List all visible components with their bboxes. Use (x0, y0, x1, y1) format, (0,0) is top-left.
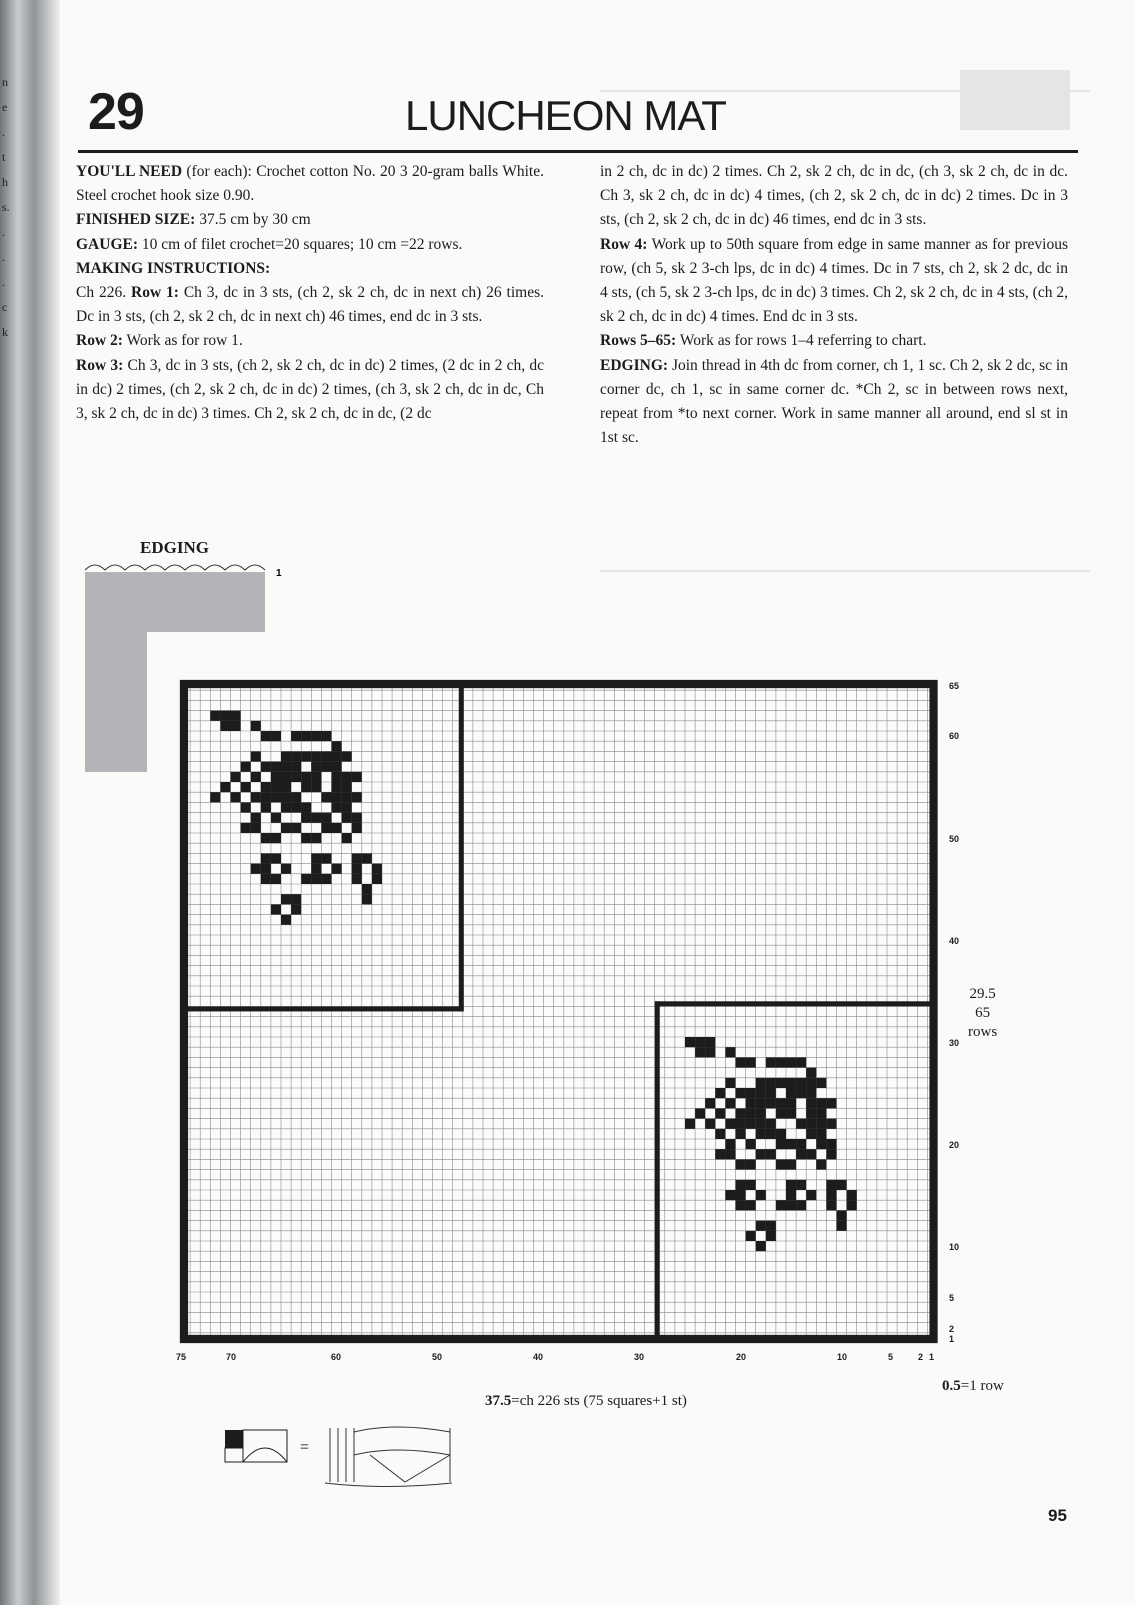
lower-motif-cell (746, 1231, 756, 1241)
lower-motif-cell (725, 1119, 735, 1129)
lower-motif-cell (705, 1098, 715, 1108)
upper-motif-cell (261, 864, 271, 874)
finished-size-paragraph: FINISHED SIZE: 37.5 cm by 30 cm (76, 211, 311, 229)
lower-motif-cell (736, 1108, 746, 1118)
upper-motif-cell (332, 864, 342, 874)
upper-motif-cell (271, 731, 281, 741)
lower-motif-cell (806, 1119, 816, 1129)
upper-motif-cell (291, 792, 301, 802)
lower-motif-cell (736, 1200, 746, 1210)
col-label-60: 60 (331, 1352, 342, 1362)
lower-motif-cell (776, 1108, 786, 1118)
col-label-50: 50 (432, 1352, 443, 1362)
lower-motif-cell (816, 1139, 826, 1149)
upper-motif-cell (342, 782, 352, 792)
lower-motif-cell (786, 1098, 796, 1108)
upper-motif-cell (241, 762, 251, 772)
upper-motif-cell (311, 772, 321, 782)
edging-row-marker: 1 (276, 568, 282, 579)
upper-motif-cell (210, 792, 220, 802)
lower-motif-cell (756, 1149, 766, 1159)
upper-motif-cell (291, 823, 301, 833)
lower-motif-cell (776, 1200, 786, 1210)
lower-motif-cell (715, 1108, 725, 1118)
lower-motif-cell (766, 1149, 776, 1159)
lower-motif-cell (725, 1047, 735, 1057)
lower-motif-cell (695, 1047, 705, 1057)
upper-motif-cell (251, 721, 261, 731)
lower-motif-cell (705, 1119, 715, 1129)
lower-motif-cell (786, 1200, 796, 1210)
upper-motif-cell (281, 782, 291, 792)
chart-grid (170, 670, 990, 1390)
lower-motif-cell (806, 1098, 816, 1108)
lower-motif-cell (725, 1190, 735, 1200)
lower-motif-cell (756, 1088, 766, 1098)
upper-motif-cell (362, 894, 372, 904)
lower-motif-cell (715, 1088, 725, 1098)
row-2-paragraph: Row 2: Work as for row 1. (76, 332, 243, 350)
lower-motif-cell (736, 1159, 746, 1169)
lower-motif-cell (725, 1139, 735, 1149)
lower-motif-cell (786, 1108, 796, 1118)
lower-motif-cell (776, 1159, 786, 1169)
facing-page-edge-letters: n e . t h s. . . . c k (2, 75, 10, 339)
upper-motif-cell (291, 772, 301, 782)
upper-motif-cell (251, 792, 261, 802)
col-label-5: 5 (888, 1352, 894, 1362)
upper-motif-cell (311, 864, 321, 874)
lower-motif-cell (786, 1139, 796, 1149)
upper-motif-cell (332, 772, 342, 782)
lower-motif-cell (826, 1149, 836, 1159)
upper-motif-cell (372, 874, 382, 884)
height-cm: 29.5 (969, 986, 996, 1002)
upper-motif-cell (321, 823, 331, 833)
upper-motif-cell (332, 823, 342, 833)
upper-motif-cell (281, 772, 291, 782)
lower-motif-cell (756, 1098, 766, 1108)
lower-motif-cell (725, 1078, 735, 1088)
upper-motif-cell (281, 823, 291, 833)
edging-diagram-label: EDGING (140, 538, 209, 557)
upper-motif-cell (372, 864, 382, 874)
upper-motif-cell (231, 721, 241, 731)
lower-motif-cell (746, 1119, 756, 1129)
upper-motif-cell (261, 853, 271, 863)
upper-motif-cell (291, 731, 301, 741)
col-label-30: 30 (634, 1352, 645, 1362)
lower-motif-cell (786, 1057, 796, 1067)
lower-motif-cell (816, 1098, 826, 1108)
lower-motif-cell (695, 1037, 705, 1047)
upper-panel-right-edge (459, 680, 464, 1012)
lower-motif-cell (796, 1200, 806, 1210)
upper-motif-cell (321, 751, 331, 761)
upper-motif-cell (311, 874, 321, 884)
upper-motif-cell (271, 904, 281, 914)
upper-motif-cell (352, 792, 362, 802)
lower-motif-cell (826, 1200, 836, 1210)
upper-motif-cell (220, 711, 230, 721)
row-label-20: 20 (949, 1140, 960, 1150)
upper-motif-cell (321, 874, 331, 884)
page-number: 95 (1048, 1506, 1067, 1525)
lower-motif-cell (796, 1180, 806, 1190)
row-label-60: 60 (949, 731, 960, 741)
lower-motif-cell (705, 1037, 715, 1047)
lower-motif-cell (685, 1037, 695, 1047)
lower-motif-cell (837, 1180, 847, 1190)
upper-motif-cell (251, 751, 261, 761)
lower-motif-cell (786, 1159, 796, 1169)
upper-motif-cell (220, 782, 230, 792)
upper-motif-cell (311, 762, 321, 772)
lower-motif-cell (725, 1098, 735, 1108)
lower-motif-cell (715, 1129, 725, 1139)
upper-motif-cell (261, 731, 271, 741)
lower-motif-cell (806, 1108, 816, 1118)
upper-motif-cell (332, 751, 342, 761)
upper-motif-cell (342, 792, 352, 802)
upper-motif-cell (271, 874, 281, 884)
lower-motif-cell (837, 1221, 847, 1231)
stitch-legend (220, 1420, 470, 1490)
lower-motif-cell (806, 1068, 816, 1078)
upper-motif-cell (271, 853, 281, 863)
open-lacet-symbol (243, 1430, 287, 1462)
upper-motif-cell (321, 762, 331, 772)
lower-motif-cell (796, 1088, 806, 1098)
upper-motif-cell (332, 782, 342, 792)
row-label-40: 40 (949, 936, 960, 946)
upper-motif-cell (352, 874, 362, 884)
chart-border-left (180, 680, 188, 1343)
lower-motif-cell (695, 1108, 705, 1118)
lower-motif-cell (786, 1180, 796, 1190)
upper-motif-cell (352, 813, 362, 823)
upper-motif-cell (251, 772, 261, 782)
lower-motif-cell (816, 1078, 826, 1088)
book-spine (0, 0, 60, 1605)
upper-motif-cell (261, 792, 271, 802)
upper-motif-cell (311, 751, 321, 761)
lower-motif-cell (796, 1057, 806, 1067)
upper-motif-cell (220, 721, 230, 731)
lower-motif-cell (736, 1180, 746, 1190)
upper-motif-cell (271, 762, 281, 772)
upper-motif-cell (352, 853, 362, 863)
lower-motif-cell (766, 1221, 776, 1231)
upper-motif-cell (281, 751, 291, 761)
lower-motif-cell (766, 1129, 776, 1139)
rows-5-65-paragraph: Rows 5–65: Work as for rows 1–4 referring to chart. (600, 332, 927, 350)
upper-motif-cell (241, 802, 251, 812)
lower-motif-cell (826, 1098, 836, 1108)
upper-motif-cell (291, 894, 301, 904)
chart-border-bottom (180, 1335, 938, 1343)
upper-motif-cell (332, 802, 342, 812)
lower-motif-cell (715, 1149, 725, 1159)
lower-motif-cell (736, 1088, 746, 1098)
lower-panel-left-edge (655, 1001, 660, 1343)
lower-motif-cell (736, 1119, 746, 1129)
col-label-10: 10 (837, 1352, 848, 1362)
lower-motif-cell (816, 1108, 826, 1118)
upper-motif-cell (231, 792, 241, 802)
upper-motif-cell (271, 813, 281, 823)
lower-motif-cell (796, 1119, 806, 1129)
lower-motif-cell (746, 1180, 756, 1190)
upper-motif-cell (301, 813, 311, 823)
upper-motif-cell (332, 741, 342, 751)
upper-motif-cell (261, 762, 271, 772)
upper-motif-cell (311, 782, 321, 792)
upper-motif-cell (261, 874, 271, 884)
upper-motif-cell (342, 751, 352, 761)
upper-motif-cell (311, 731, 321, 741)
lower-motif-cell (826, 1180, 836, 1190)
lower-motif-cell (796, 1078, 806, 1088)
upper-motif-cell (251, 823, 261, 833)
lower-motif-cell (816, 1159, 826, 1169)
height-rows: 65 (975, 1005, 991, 1021)
col-label-75: 75 (176, 1352, 187, 1362)
upper-motif-cell (231, 772, 241, 782)
upper-motif-cell (352, 772, 362, 782)
lower-motif-cell (796, 1149, 806, 1159)
upper-motif-cell (241, 823, 251, 833)
row-label-65: 65 (949, 681, 960, 691)
lower-motif-cell (826, 1139, 836, 1149)
lower-motif-cell (816, 1119, 826, 1129)
upper-motif-cell (231, 711, 241, 721)
lower-motif-cell (746, 1108, 756, 1118)
lower-motif-cell (746, 1159, 756, 1169)
upper-motif-cell (281, 894, 291, 904)
instructions-left-column (76, 160, 544, 426)
upper-motif-cell (241, 782, 251, 792)
row-4-paragraph: Row 4: Work up to 50th square from edge in same manner as for previous row, (ch 5, sk 2 3-ch lps, dc in dc) 4 times. Dc in 7 sts, ch 2, sk 2 dc, dc in 4 sts, (ch 5, sk 2 3-ch lps, dc in dc) 3 times. Ch 2, sk 2 ch, dc in 4 sts, (ch 2, sk 2 ch, dc in dc) 4 times. End dc in 3 sts. (600, 235, 1068, 326)
row-height-note: 0.5=1 row (942, 1378, 1004, 1394)
upper-motif-cell (311, 813, 321, 823)
lower-motif-cell (756, 1129, 766, 1139)
upper-motif-cell (301, 731, 311, 741)
page-title: LUNCHEON MAT (405, 92, 726, 139)
lower-motif-cell (756, 1119, 766, 1129)
lower-motif-cell (776, 1078, 786, 1088)
row-3-continued-paragraph: in 2 ch, dc in dc) 2 times. Ch 2, sk 2 ch, dc in dc, (ch 3, sk 2 ch, dc in dc. Ch 3, sk 2 ch, dc in dc) 4 times, (ch 2, sk 2 ch, dc in dc) 2 times. Dc in 3 sts, (ch 2, sk 2 ch, dc in dc) 46 times, end dc in 3 sts. (600, 163, 1068, 229)
upper-motif-cell (342, 813, 352, 823)
upper-motif-cell (281, 864, 291, 874)
lower-motif-cell (786, 1190, 796, 1200)
making-instructions-heading: MAKING INSTRUCTIONS: (76, 259, 271, 277)
lower-motif-cell (756, 1221, 766, 1231)
edging-paragraph: EDGING: Join thread in 4th dc from corner, ch 1, 1 sc. Ch 2, sk 2 dc, sc in corner dc, ch 1, sc in same corner dc. *Ch 2, sc in between rows next, repeat from *to next corner. Work in same manner all around, end sl st in 1st sc. (600, 356, 1068, 447)
lower-motif-cell (786, 1078, 796, 1088)
row-label-5: 5 (949, 1293, 955, 1303)
lower-panel-top-edge (655, 1001, 938, 1006)
chart-border-top (180, 680, 938, 688)
row-3-paragraph: Row 3: Ch 3, dc in 3 sts, (ch 2, sk 2 ch, dc in dc) 2 times, (2 dc in 2 ch, dc in dc) 2 times, (ch 2, sk 2 ch, dc in dc) 2 times, (ch 3, sk 2 ch, dc in dc, Ch 3, sk 2 ch, dc in dc) 3 times. Ch 2, sk 2 ch, dc in dc, (2 dc (76, 356, 544, 423)
lower-motif-cell (736, 1057, 746, 1067)
upper-motif-cell (291, 751, 301, 761)
lower-motif-cell (806, 1129, 816, 1139)
legend-equals: = (300, 1439, 310, 1456)
lower-motif-cell (776, 1098, 786, 1108)
lower-motif-cell (746, 1057, 756, 1067)
upper-motif-cell (281, 915, 291, 925)
row-label-2: 2 (949, 1324, 955, 1334)
upper-motif-cell (210, 711, 220, 721)
upper-motif-cell (321, 813, 331, 823)
upper-motif-cell (281, 802, 291, 812)
lower-motif-cell (756, 1108, 766, 1118)
row-label-1: 1 (949, 1334, 955, 1344)
lower-motif-cell (746, 1200, 756, 1210)
lower-motif-cell (725, 1149, 735, 1159)
legend-stitch-drawing (325, 1427, 452, 1487)
upper-motif-cell (261, 833, 271, 843)
lower-motif-cell (685, 1119, 695, 1129)
upper-motif-cell (332, 792, 342, 802)
lower-motif-cell (756, 1078, 766, 1088)
lower-motif-cell (806, 1149, 816, 1159)
filled-square-symbol (225, 1430, 243, 1448)
upper-motif-cell (271, 772, 281, 782)
upper-motif-cell (301, 802, 311, 812)
lower-motif-cell (766, 1119, 776, 1129)
upper-motif-cell (321, 853, 331, 863)
lower-motif-cell (766, 1078, 776, 1088)
upper-motif-cell (251, 813, 261, 823)
row-label-10: 10 (949, 1242, 960, 1252)
col-label-70: 70 (226, 1352, 237, 1362)
upper-motif-cell (311, 833, 321, 843)
title-rule (78, 150, 1078, 153)
row-label-30: 30 (949, 1038, 960, 1048)
pattern-number: 29 (88, 83, 144, 141)
lower-motif-cell (766, 1057, 776, 1067)
upper-motif-cell (291, 904, 301, 914)
upper-motif-cell (301, 874, 311, 884)
upper-motif-cell (291, 802, 301, 812)
lower-motif-cell (746, 1139, 756, 1149)
upper-motif-cell (342, 802, 352, 812)
upper-motif-cell (362, 884, 372, 894)
upper-motif-cell (301, 833, 311, 843)
height-unit: rows (968, 1024, 998, 1040)
upper-motif-cell (352, 864, 362, 874)
lower-motif-cell (776, 1139, 786, 1149)
lower-motif-cell (826, 1190, 836, 1200)
lower-motif-cell (746, 1088, 756, 1098)
upper-panel-bottom-edge (180, 1006, 463, 1011)
upper-motif-cell (301, 772, 311, 782)
lower-motif-cell (756, 1190, 766, 1200)
lower-motif-cell (766, 1098, 776, 1108)
lower-motif-cell (796, 1139, 806, 1149)
lower-motif-cell (786, 1088, 796, 1098)
materials-paragraph: YOU'LL NEED (for each): Crochet cotton No. 20 3 20-gram balls White. Steel crochet hook size 0.90. (76, 163, 544, 205)
col-label-20: 20 (736, 1352, 747, 1362)
lower-motif-cell (806, 1088, 816, 1098)
row-1-paragraph: Ch 226. Row 1: Ch 3, dc in 3 sts, (ch 2, sk 2 ch, dc in next ch) 26 times. Dc in 3 sts, (ch 2, sk 2 ch, dc in next ch) 46 times, end dc in 3 sts. (76, 284, 544, 326)
row-label-50: 50 (949, 834, 960, 844)
upper-motif-cell (281, 762, 291, 772)
upper-motif-cell (352, 823, 362, 833)
upper-motif-cell (281, 792, 291, 802)
upper-motif-cell (321, 731, 331, 741)
lower-motif-cell (766, 1231, 776, 1241)
chart-border-right (929, 680, 937, 1343)
upper-motif-cell (271, 792, 281, 802)
col-label-2: 2 (918, 1352, 924, 1362)
upper-motif-cell (251, 864, 261, 874)
upper-motif-cell (362, 853, 372, 863)
lower-motif-cell (746, 1098, 756, 1108)
upper-motif-cell (301, 782, 311, 792)
upper-motif-cell (321, 792, 331, 802)
lower-motif-cell (705, 1047, 715, 1057)
lower-motif-cell (826, 1119, 836, 1129)
instructions-right-column (600, 160, 1068, 450)
lower-motif-cell (756, 1241, 766, 1251)
lower-motif-cell (766, 1088, 776, 1098)
upper-motif-cell (291, 762, 301, 772)
upper-motif-cell (332, 762, 342, 772)
upper-motif-cell (342, 833, 352, 843)
upper-motif-cell (261, 802, 271, 812)
lower-motif-cell (837, 1210, 847, 1220)
lower-motif-cell (736, 1129, 746, 1139)
lower-motif-cell (847, 1200, 857, 1210)
lower-motif-cell (776, 1129, 786, 1139)
lower-motif-cell (847, 1190, 857, 1200)
lower-motif-cell (776, 1057, 786, 1067)
upper-motif-cell (271, 782, 281, 792)
upper-motif-cell (301, 751, 311, 761)
lower-motif-cell (736, 1190, 746, 1200)
lower-motif-cell (816, 1129, 826, 1139)
col-label-1: 1 (929, 1352, 935, 1362)
upper-motif-cell (261, 782, 271, 792)
height-dimension (968, 985, 997, 1042)
width-dimension: 37.5=ch 226 sts (75 squares+1 st) (485, 1393, 687, 1409)
col-label-40: 40 (533, 1352, 544, 1362)
lower-motif-cell (806, 1078, 816, 1088)
gauge-paragraph: GAUGE: 10 cm of filet crochet=20 squares; 10 cm =22 rows. (76, 235, 463, 253)
lower-motif-cell (806, 1190, 816, 1200)
filet-crochet-chart (170, 670, 990, 1395)
upper-motif-cell (271, 833, 281, 843)
upper-motif-cell (311, 853, 321, 863)
upper-motif-cell (342, 772, 352, 782)
